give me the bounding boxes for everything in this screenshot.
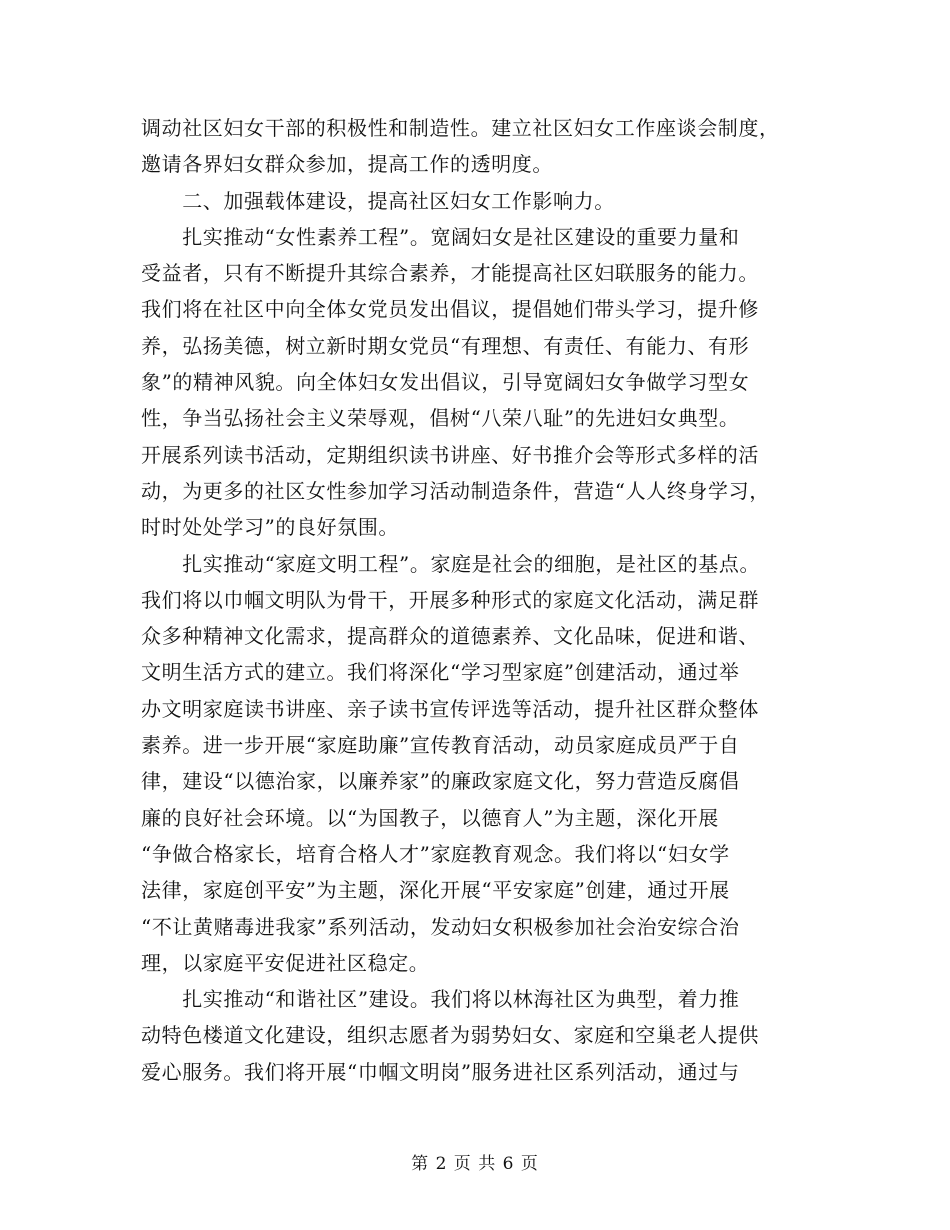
text-line: 扎实推动“女性素养工程”。宽阔妇女是社区建设的重要力量和 — [141, 224, 740, 249]
text-line: 爱心服务。我们将开展“巾帼文明岗”服务进社区系列活动，通过与 — [141, 1059, 740, 1084]
text-line: 律，建设“以德治家，以廉养家”的廉政家庭文化，努力营造反腐倡 — [141, 769, 740, 794]
text-line: “不让黄赌毒进我家”系列活动，发动妇女积极参加社会治安综合治 — [141, 914, 740, 939]
text-line: 理，以家庭平安促进社区稳定。 — [141, 950, 430, 975]
text-line: 文明生活方式的建立。我们将深化“学习型家庭”创建活动，通过举 — [141, 660, 740, 685]
text-line: 廉的良好社会环境。以“为国教子，以德育人”为主题，深化开展 — [141, 805, 719, 830]
text-line: 我们将在社区中向全体女党员发出倡议，提倡她们带头学习，提升修 — [141, 297, 759, 322]
text-line: 众多种精神文化需求，提高群众的道德素养、文化品味，促进和谐、 — [141, 624, 759, 649]
text-line: 扎实推动“和谐社区”建设。我们将以林海社区为典型，着力推 — [141, 987, 740, 1012]
text-line: 我们将以巾帼文明队为骨干，开展多种形式的家庭文化活动，满足群 — [141, 587, 759, 612]
text-line: “争做合格家长，培育合格人才”家庭教育观念。我们将以“妇女学 — [141, 841, 730, 866]
text-line: 开展系列读书活动，定期组织读书讲座、好书推介会等形式多样的活 — [141, 442, 759, 467]
text-line: 扎实推动“家庭文明工程”。家庭是社会的细胞，是社区的基点。 — [141, 551, 761, 576]
text-line: 象”的精神风貌。向全体妇女发出倡议，引导宽阔妇女争做学习型女 — [141, 370, 750, 395]
document-body — [141, 110, 811, 1090]
text-line: 受益者，只有不断提升其综合素养，才能提高社区妇联服务的能力。 — [141, 261, 759, 286]
text-line: 法律，家庭创平安”为主题，深化开展“平安家庭”创建，通过开展 — [141, 878, 730, 903]
text-line: 动特色楼道文化建设，组织志愿者为弱势妇女、家庭和空巢老人提供 — [141, 1023, 759, 1048]
text-line: 素养。进一步开展“家庭助廉”宣传教育活动，动员家庭成员严于自 — [141, 733, 740, 758]
text-line: 动，为更多的社区女性参加学习活动制造条件，营造“人人终身学习， — [141, 478, 770, 503]
text-line: 养，弘扬美德，树立新时期女党员“有理想、有责任、有能力、有形 — [141, 333, 750, 358]
text-line: 时时处处学习”的良好氛围。 — [141, 515, 400, 540]
text-line: 调动社区妇女干部的积极性和制造性。建立社区妇女工作座谈会制度， — [141, 116, 780, 140]
text-line: 邀请各界妇女群众参加，提高工作的透明度。 — [141, 152, 553, 177]
text-line: 办文明家庭读书讲座、亲子读书宣传评选等活动，提升社区群众整体 — [141, 696, 759, 721]
section-heading: 二、加强载体建设，提高社区妇女工作影响力。 — [141, 188, 615, 213]
text-line: 性，争当弘扬社会主义荣辱观，倡树“八荣八耻”的先进妇女典型。 — [141, 406, 740, 431]
page-number-footer: 第 2 页 共 6 页 — [411, 1154, 539, 1174]
